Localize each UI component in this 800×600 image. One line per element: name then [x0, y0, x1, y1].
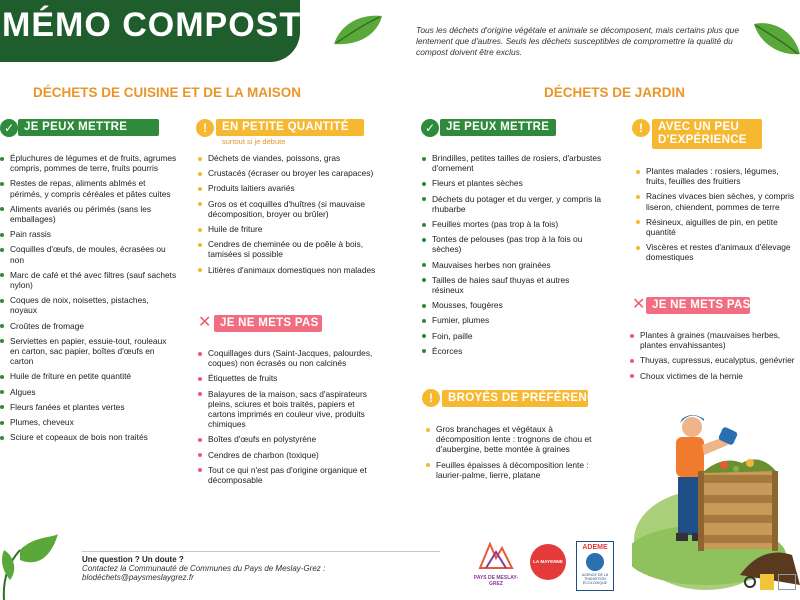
leaf-icon — [0, 530, 60, 600]
logo-ademe — [576, 541, 614, 591]
small-logo — [760, 574, 774, 590]
list-item: Marc de café et thé avec filtres (sauf sachets nylon) — [0, 270, 178, 290]
garden-experience-label: AVEC UN PEU D'EXPÉRIENCE — [652, 119, 762, 149]
kitchen-section-title: DÉCHETS DE CUISINE ET DE LA MAISON — [33, 85, 302, 100]
check-icon: ✓ — [421, 119, 439, 137]
garden-no-list — [630, 330, 800, 386]
list-item: Déchets de viandes, poissons, gras — [198, 153, 380, 163]
page-title: MÉMO COMPOST — [2, 6, 302, 44]
logo-subtext: AGENCE DE LA TRANSITION ÉCOLOGIQUE — [581, 573, 609, 586]
list-item: Algues — [0, 387, 178, 397]
cross-icon: ✕ — [198, 314, 212, 331]
meslay-logo-icon — [474, 540, 518, 570]
footer-divider — [82, 551, 440, 552]
footer — [82, 555, 325, 582]
leaf-icon — [332, 14, 384, 48]
exclamation-icon: ! — [422, 389, 440, 407]
list-item: Brindilles, petites tailles de rosiers, d'arbustes d'ornement — [422, 153, 602, 173]
garden-yes-label: JE PEUX METTRE — [440, 119, 556, 136]
list-item: Coques de noix, noisettes, pistaches, noyaux — [0, 295, 178, 315]
small-logo — [744, 576, 756, 588]
exclamation-icon: ! — [196, 119, 214, 137]
list-item: Viscères et restes d'animaux d'élevage domestiques — [636, 242, 800, 262]
list-item: Aliments avariés ou périmés (sans les emballages) — [0, 204, 178, 224]
logo-la-mayenne — [530, 544, 566, 580]
leaf-icon — [752, 20, 800, 60]
list-item: Fleurs fanées et plantes vertes — [0, 402, 178, 412]
list-item: Mousses, fougères — [422, 300, 602, 310]
list-item: Mauvaises herbes non grainées — [422, 260, 602, 270]
check-icon: ✓ — [0, 119, 18, 137]
list-item: Sciure et copeaux de bois non traités — [0, 432, 178, 442]
garden-no-label: JE NE METS PAS — [646, 297, 750, 314]
kitchen-small-list — [198, 153, 380, 280]
list-item: Coquillages durs (Saint-Jacques, palourdes, coques) non écrasés ou non calcinés — [198, 348, 380, 368]
list-item: Plantes à graines (mauvaises herbes, plantes envahissantes) — [630, 330, 800, 350]
list-item: Plumes, cheveux — [0, 417, 178, 427]
list-item: Étiquettes de fruits — [198, 373, 380, 383]
list-item: Coquilles d'œufs, de moules, écrasées ou non — [0, 244, 178, 264]
list-item: Plantes malades : rosiers, légumes, fruits, feuilles des fruitiers — [636, 166, 800, 186]
kitchen-small-label: EN PETITE QUANTITÉ — [216, 119, 364, 136]
list-item: Cendres de charbon (toxique) — [198, 450, 380, 460]
list-item: Huile de friture — [198, 224, 380, 234]
compost-illustration — [632, 405, 800, 600]
kitchen-small-note: surtout si je débute — [222, 137, 286, 146]
logo-text: PAYS DE MESLAY-GREZ — [473, 575, 519, 587]
list-item: Crustacés (écraser ou broyer les carapaces) — [198, 168, 380, 178]
list-item: Tout ce qui n'est pas d'origine organique et décomposable — [198, 465, 380, 485]
list-item: Gros os et coquilles d'huîtres (si mauvaise décomposition, broyer ou brûler) — [198, 199, 380, 219]
kitchen-yes-list — [0, 153, 178, 447]
logo-pays-meslay-grez — [468, 540, 524, 592]
small-logo — [778, 574, 796, 590]
list-item: Balayures de la maison, sacs d'aspirateurs pleins, sciures et bois traités, papiers et cartons imprimés en couleur vive, produits chimiques — [198, 389, 380, 430]
footer-email[interactable]: blodéchets@paysmeslaygrez.fr — [82, 573, 194, 582]
list-item: Huile de friture en petite quantité — [0, 371, 178, 381]
globe-icon — [586, 553, 604, 571]
intro-text: Tous les déchets d'origine végétale et animale se décomposent, mais certains plus que lentement que d'autres. Seuls les déchets susceptibles de compromettre la qualité du compost doivent être exclus. — [416, 25, 739, 57]
garden-section-title: DÉCHETS DE JARDIN — [544, 85, 686, 100]
logo-text: LA MAYENNE — [533, 559, 563, 564]
garden-crushed-label: BROYÉS DE PRÉFÉRENCE — [442, 390, 588, 407]
list-item: Foin, paille — [422, 331, 602, 341]
list-item: Boîtes d'œufs en polystyrène — [198, 434, 380, 444]
list-item: Serviettes en papier, essuie-tout, rouleaux en carton, sac papier, boîtes d'œufs en carton — [0, 336, 178, 367]
list-item: Produits laitiers avariés — [198, 183, 380, 193]
footer-question: Une question ? Un doute ? — [82, 555, 184, 564]
list-item: Restes de repas, aliments ablmés et périmés, y compris céréales et pâtes cuites — [0, 178, 178, 198]
list-item: Croûtes de fromage — [0, 321, 178, 331]
kitchen-no-label: JE NE METS PAS — [214, 315, 322, 332]
list-item: Gros branchages et végétaux à décomposition lente : trognons de chou et d'aubergine, bette montée à graines — [426, 424, 598, 455]
footer-contact: Contactez la Communauté de Communes du Pays de Meslay-Grez : — [82, 564, 326, 573]
cross-icon: ✕ — [632, 296, 646, 313]
garden-experience-list — [636, 166, 800, 268]
list-item: Racines vivaces bien sèches, y compris liseron, chiendent, pommes de terre — [636, 191, 800, 211]
list-item: Tontes de pelouses (pas trop à la fois ou sèches) — [422, 234, 602, 254]
list-item: Fleurs et plantes sèches — [422, 178, 602, 188]
exclamation-icon: ! — [632, 119, 650, 137]
list-item: Épluchures de légumes et de fruits, agrumes compris, pommes de terre, fruits pourris — [0, 153, 178, 173]
list-item: Fumier, plumes — [422, 315, 602, 325]
list-item: Choux victimes de la hernie — [630, 371, 800, 381]
list-item: Tailles de haies sauf thuyas et autres résineux — [422, 275, 602, 295]
logo-text: ADEME — [582, 544, 608, 551]
list-item: Pain rassis — [0, 229, 178, 239]
list-item: Résineux, aiguilles de pin, en petite quantité — [636, 217, 800, 237]
list-item: Écorces — [422, 346, 602, 356]
kitchen-no-list — [198, 348, 380, 490]
garden-crushed-list — [426, 424, 598, 485]
kitchen-yes-label: JE PEUX METTRE — [18, 119, 159, 136]
list-item: Thuyas, cupressus, eucalyptus, genévrier — [630, 355, 800, 365]
list-item: Litières d'animaux domestiques non malades — [198, 265, 380, 275]
list-item: Feuilles épaisses à décomposition lente : laurier-palme, lierre, platane — [426, 460, 598, 480]
list-item: Cendres de cheminée ou de poêle à bois, tamisées si possible — [198, 239, 380, 259]
list-item: Feuilles mortes (pas trop à la fois) — [422, 219, 602, 229]
garden-yes-list — [422, 153, 602, 361]
list-item: Déchets du potager et du verger, y compris la rhubarbe — [422, 194, 602, 214]
